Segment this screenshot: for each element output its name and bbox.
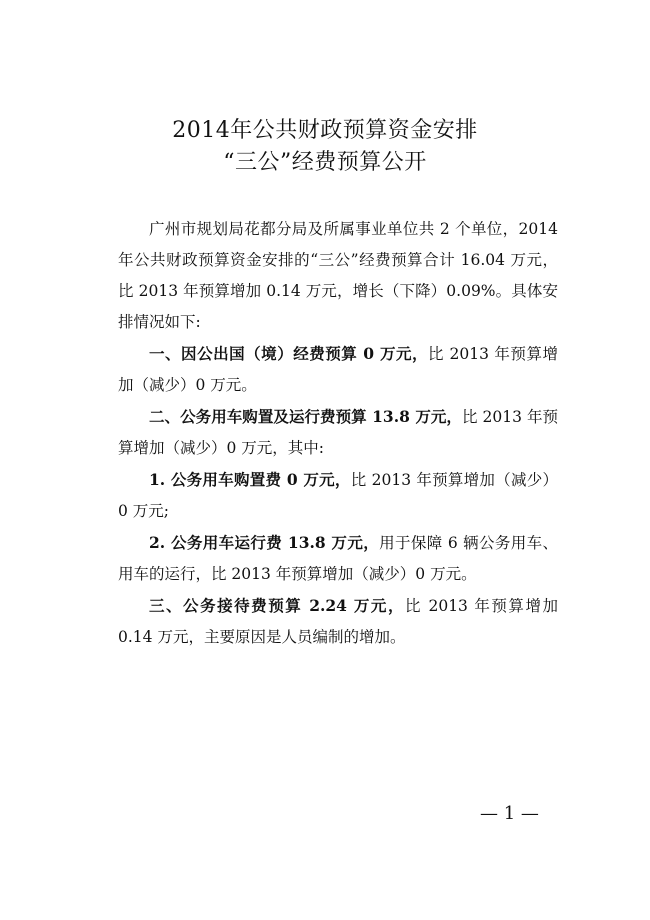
item-2-1-heading: 1. 公务用车购置费 0 万元， [149, 470, 351, 489]
item-3-heading: 三、公务接待费预算 2.24 万元， [149, 596, 405, 615]
document-title-line-1: 2014年公共财政预算资金安排 [172, 118, 478, 143]
item-2-2-heading: 2. 公务用车运行费 13.8 万元， [149, 533, 380, 552]
item-2-1-text: 比 2013 年预算增加（减少）0 万元; [118, 471, 558, 520]
item-1-text: 比 2013 年预算增加（减少）0 万元。 [118, 345, 558, 394]
item-1-heading: 一、因公出国（境）经费预算 0 万元， [149, 344, 429, 363]
item-1-paragraph [118, 338, 558, 401]
page-number: — 1 — [480, 803, 539, 824]
item-3-text: 比 2013 年预算增加 0.14 万元，主要原因是人员编制的增加。 [118, 597, 558, 646]
item-2-text: 比 2013 年预算增加（减少）0 万元，其中: [118, 408, 558, 457]
item-3-paragraph [118, 590, 558, 653]
item-2-2-text: 用于保障 6 辆公务用车、用车的运行，比 2013 年预算增加（减少）0 万元。 [118, 534, 559, 583]
document-body [118, 214, 558, 653]
item-2-paragraph [118, 401, 558, 464]
item-2-1-paragraph [118, 464, 558, 527]
item-2-2-paragraph [118, 527, 558, 590]
document-title-line-2: “三公”经费预算公开 [223, 150, 427, 175]
intro-paragraph: 广州市规划局花都分局及所属事业单位共 2 个单位，2014 年公共财政预算资金安排的“三公”经费预算合计 16.04 万元，比 2013 年预算增加 0.14 万元，增长（下降）0.09%。具体安排情况如下: [118, 220, 558, 331]
item-2-heading: 二、公务用车购置及运行费预算 13.8 万元， [149, 407, 462, 426]
